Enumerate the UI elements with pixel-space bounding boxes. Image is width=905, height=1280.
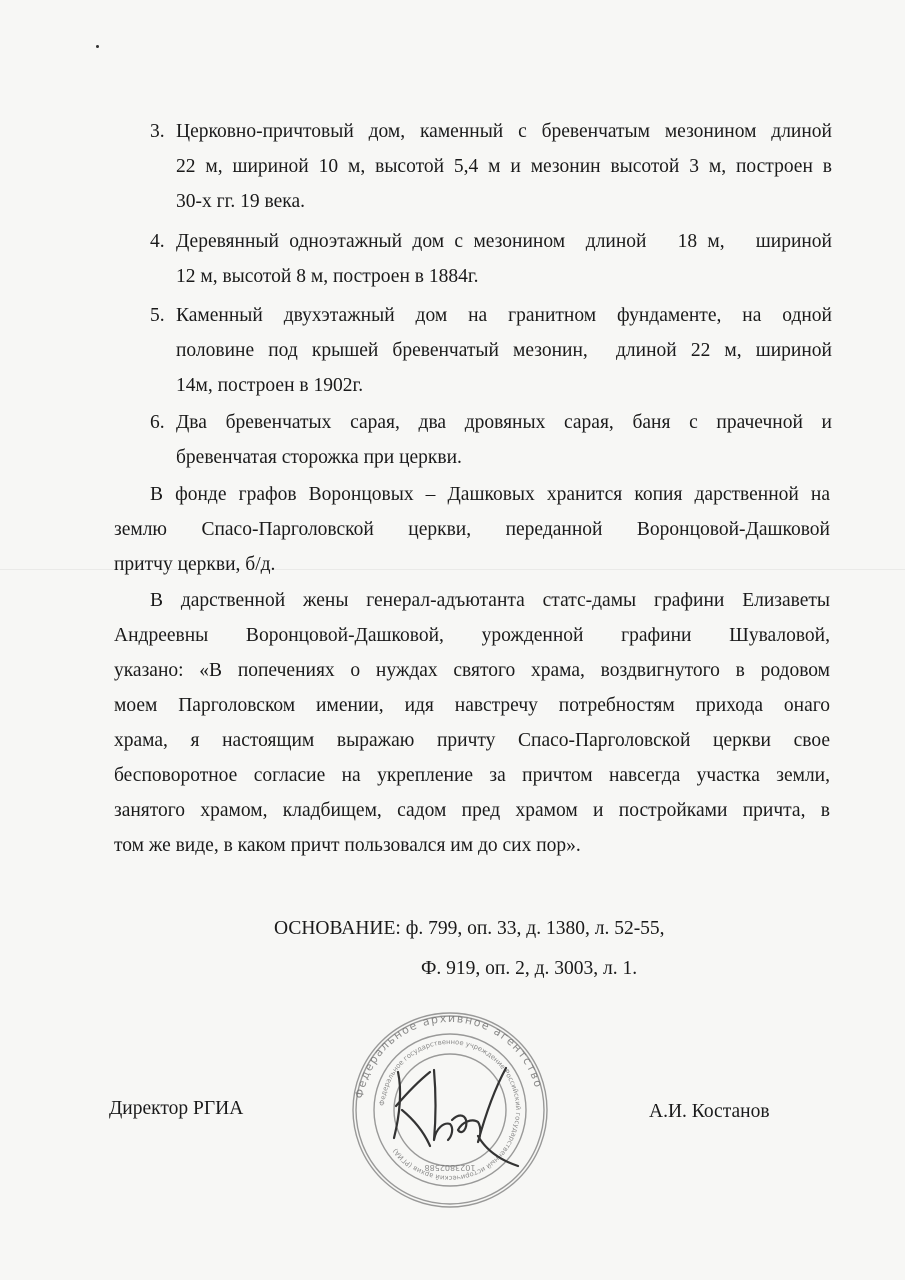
list-line: Каменный двухэтажный дом на гранитном фундаменте, на одной [176,305,832,326]
list-number: 4. [150,231,165,252]
reference-line: ОСНОВАНИЕ: ф. 799, оп. 33, д. 1380, л. 52-55, [274,918,665,939]
paragraph-line: В фонде графов Воронцовых – Дашковых хранится копия дарственной на [150,484,830,505]
signatory-role: Директор РГИА [109,1098,244,1119]
paragraph-line: бесповоротное согласие на укрепление за причтом навсегда участка земли, [114,765,830,786]
archive-reference [274,909,714,989]
list-number: 3. [150,121,165,142]
scan-speck [96,45,99,48]
paragraph-line: Андреевны Воронцовой-Дашковой, урожденной графини Шуваловой, [114,625,830,646]
list-line: Церковно-причтовый дом, каменный с бревенчатым мезонином длиной [176,121,832,142]
list-line: половине под крышей бревенчатый мезонин, длиной 22 м, шириной [176,340,832,361]
svg-text:Федеральное архивное агентство: Федеральное архивное агентство [352,1011,546,1100]
paragraph-line: В дарственной жены генерал-адъютанта статс-дамы графини Елизаветы [150,590,830,611]
paragraph-line: моем Парголовском имении, идя навстречу потребностям прихода онаго [114,695,830,716]
paragraph-line: занятого храмом, кладбищем, садом пред храмом и постройками причта, в [114,800,830,821]
paragraph-line: указано: «В попечениях о нуждах святого храма, воздвигнутого в родовом [114,660,830,681]
list-line: бревенчатая сторожка при церкви. [176,447,462,468]
official-seal [350,1010,550,1210]
list-number: 5. [150,305,165,326]
signatory-name: А.И. Костанов [649,1101,770,1122]
list-line: 14м, построен в 1902г. [176,375,364,396]
svg-text:1023802588: 1023802588 [424,1163,476,1172]
paragraph-fund [114,477,830,582]
paragraph-line: храма, я настоящим выражаю причту Спасо-Парголовской церкви свое [114,730,830,751]
paragraph-line: притчу церкви, б/д. [114,554,276,575]
list-line: 12 м, высотой 8 м, построен в 1884г. [176,266,479,287]
list-number: 6. [150,412,165,433]
paragraph-line: том же виде, в каком причт пользовался им до сих пор». [114,835,581,856]
svg-text:Федеральное государственное уч: Федеральное государственное учреждение Российский государственный исторический архив (РГИА) [378,1037,523,1183]
reference-line: Ф. 919, оп. 2, д. 3003, л. 1. [421,958,638,979]
paragraph-line: землю Спасо-Парголовской церкви, переданной Воронцовой-Дашковой [114,519,830,540]
list-line: 30-х гг. 19 века. [176,191,305,212]
list-line: Два бревенчатых сарая, два дровяных сарая, баня с прачечной и [176,412,832,433]
paragraph-deed [114,583,830,863]
list-line: 22 м, шириной 10 м, высотой 5,4 м и мезонин высотой 3 м, построен в [176,156,832,177]
list-line: Деревянный одноэтажный дом с мезонином длиной 18 м, шириной [176,231,832,252]
